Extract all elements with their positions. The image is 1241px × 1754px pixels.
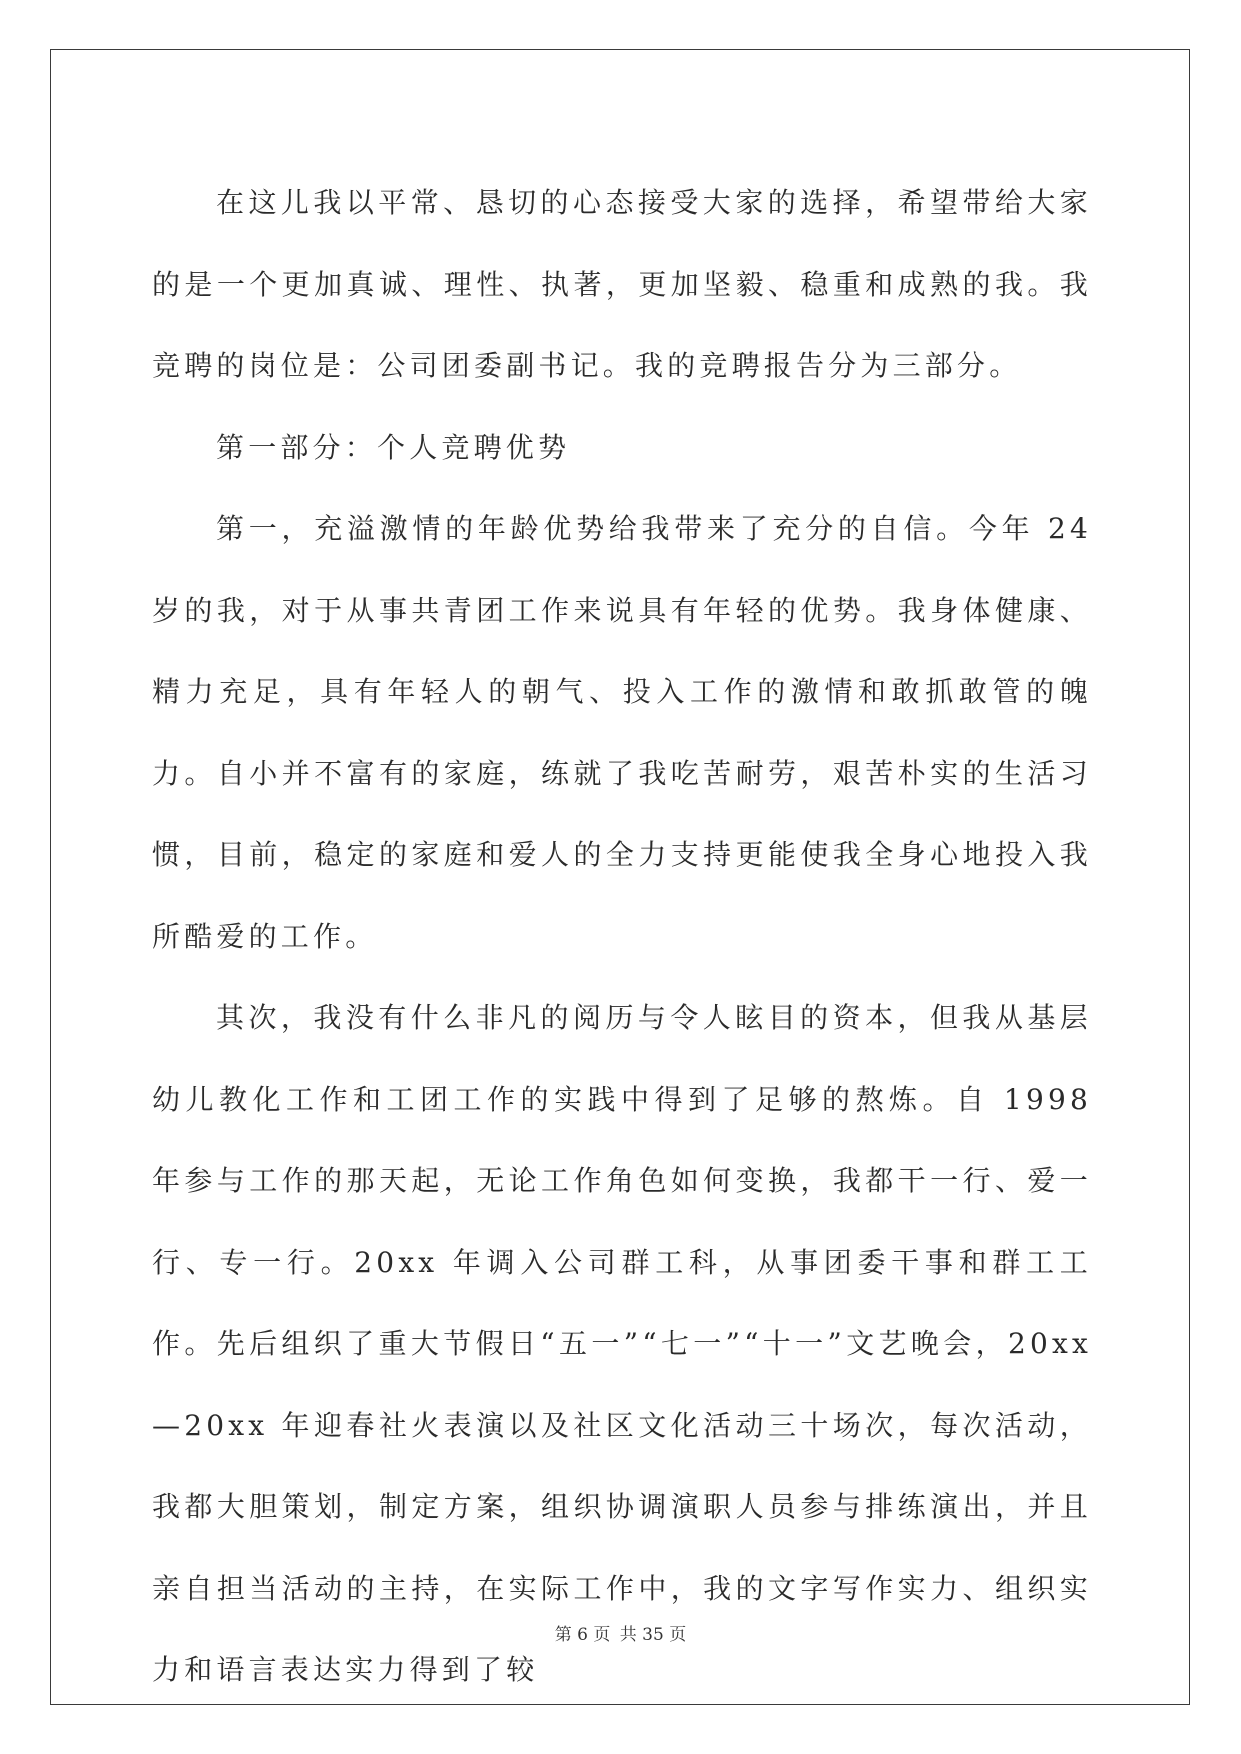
paragraph-age-advantage: 第一，充溢激情的年龄优势给我带来了充分的自信。今年 24 岁的我，对于从事共青团工作来说具有年轻的优势。我身体健康、精力充足，具有年轻人的朝气、投入工作的激情和敢抓敢管的魄力。自小并不富有的家庭，练就了我吃苦耐劳，艰苦朴实的生活习惯，目前，稳定的家庭和爱人的全力支持更能使我全身心地投入我所酷爱的工作。 — [152, 512, 1092, 953]
page-footer — [0, 1620, 1241, 1645]
document-body — [152, 162, 1092, 1711]
page-number: 第 6 页 — [554, 1625, 611, 1645]
page-total: 共 35 页 — [619, 1625, 687, 1645]
paragraph-experience: 其次，我没有什么非凡的阅历与令人眩目的资本，但我从基层幼儿教化工作和工团工作的实践中得到了足够的熬炼。自 1998 年参与工作的那天起，无论工作角色如何变换，我都干一行、爱一行、专一行。20xx 年调入公司群工科，从事团委干事和群工工作。先后组织了重大节假日“五一”“七一”“十一”文艺晚会，20xx—20xx 年迎春社火表演以及社区文化活动三十场次，每次活动，我都大胆策划，制定方案，组织协调演职人员参与排练演出，并且亲自担当活动的主持，在实际工作中，我的文字写作实力、组织实力和语言表达实力得到了较 — [152, 1001, 1092, 1686]
section-heading: 第一部分：个人竞聘优势 — [216, 430, 571, 464]
paragraph-intro: 在这儿我以平常、恳切的心态接受大家的选择，希望带给大家的是一个更加真诚、理性、执著，更加坚毅、稳重和成熟的我。我竞聘的岗位是：公司团委副书记。我的竞聘报告分为三部分。 — [152, 186, 1092, 382]
